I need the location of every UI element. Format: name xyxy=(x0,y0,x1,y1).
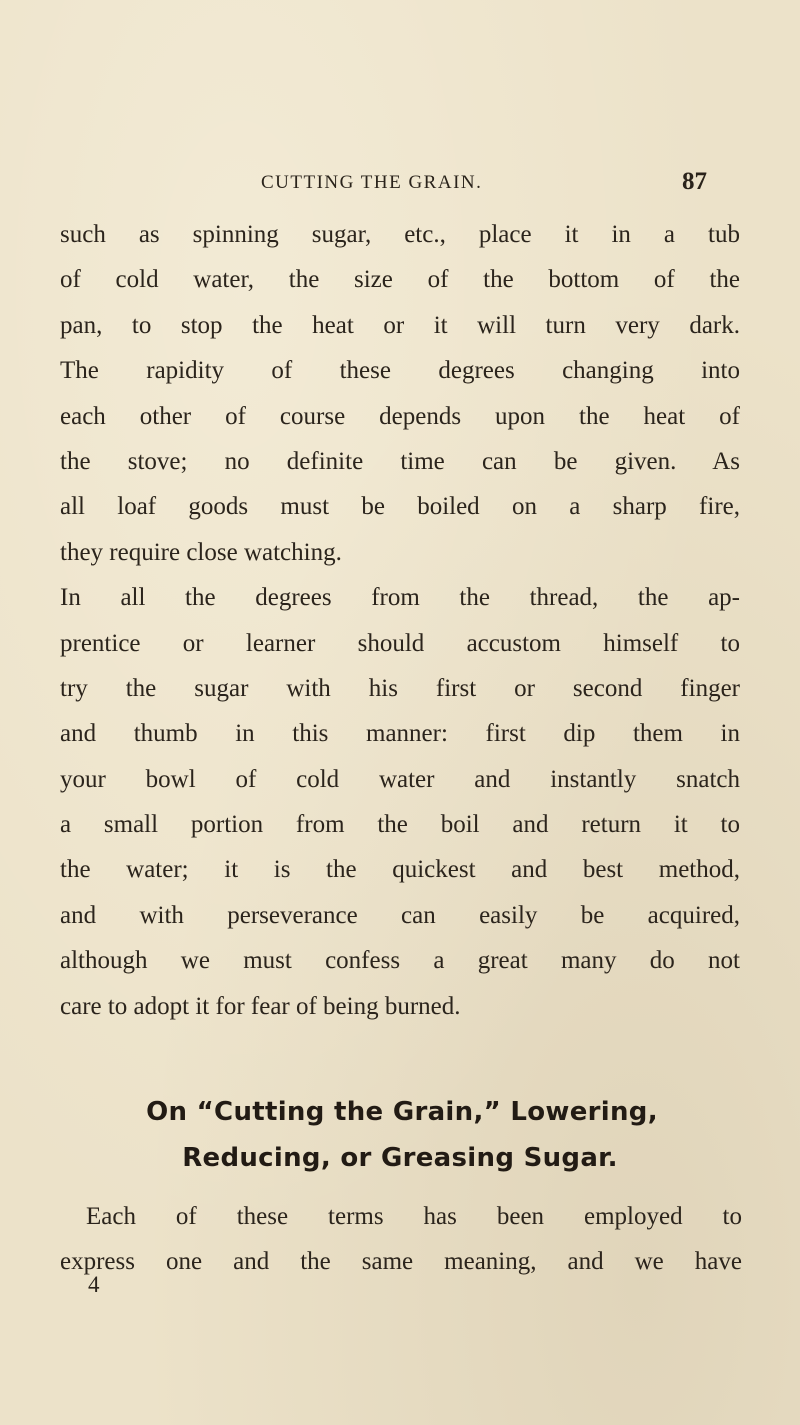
section-heading-line-1: On “Cutting the Grain,” Lowering, xyxy=(146,1097,658,1127)
text-line: your bowl of cold water and instantly snatch xyxy=(60,765,740,793)
body-text xyxy=(60,212,740,1029)
signature-mark: 4 xyxy=(88,1272,100,1297)
text-line: and with perseverance can easily be acquired, xyxy=(60,901,740,929)
text-line: such as spinning sugar, etc., place it in a tub xyxy=(60,221,740,248)
text-line: of cold water, the size of the bottom of the xyxy=(60,266,740,294)
running-head: CUTTING THE GRAIN. xyxy=(261,172,483,193)
text-line: pan, to stop the heat or it will turn very dark. xyxy=(60,311,740,339)
text-line: care to adopt it for fear of being burned. xyxy=(60,992,461,1020)
section-heading-line-2: Reducing, or Greasing Sugar. xyxy=(182,1143,618,1173)
text-line: try the sugar with his first or second finger xyxy=(60,674,740,702)
text-line: each other of course depends upon the heat of xyxy=(60,402,740,430)
text-line: a small portion from the boil and return it to xyxy=(60,811,740,839)
page-number: 87 xyxy=(682,168,707,195)
text-line: although we must confess a great many do not xyxy=(60,947,740,975)
page-header xyxy=(0,170,800,200)
body-text-continued xyxy=(60,1194,742,1285)
text-line: the stove; no definite time can be given. As xyxy=(60,447,740,475)
text-line: express one and the same meaning, and we have xyxy=(60,1248,742,1276)
text-line: they require close watching. xyxy=(60,538,342,566)
text-line: prentice or learner should accustom himself to xyxy=(60,629,740,657)
text-line: The rapidity of these degrees changing into xyxy=(60,357,740,385)
text-line: and thumb in this manner: first dip them in xyxy=(60,720,740,748)
text-line: all loaf goods must be boiled on a sharp fire, xyxy=(60,493,740,521)
text-line: In all the degrees from the thread, the ap- xyxy=(60,584,740,612)
text-line: Each of these terms has been employed to xyxy=(86,1203,742,1230)
text-line: the water; it is the quickest and best method, xyxy=(60,856,740,884)
